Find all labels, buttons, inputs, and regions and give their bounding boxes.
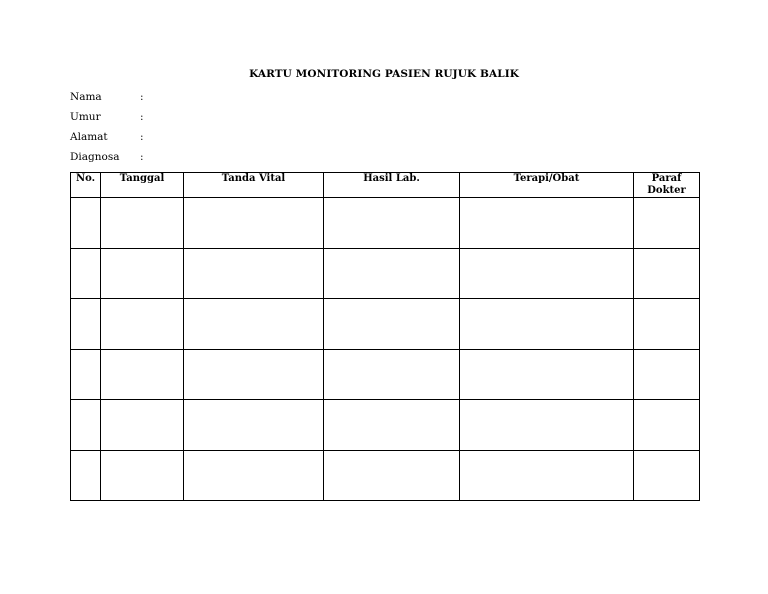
table-cell: [460, 198, 634, 249]
table-cell: [101, 248, 184, 299]
table-cell: [634, 400, 700, 451]
field-label: Umur: [70, 111, 101, 123]
table-cell: [184, 299, 324, 350]
field-separator: :: [140, 111, 144, 123]
table-cell: [71, 400, 101, 451]
table-cell: [101, 450, 184, 501]
table-cell: [71, 198, 101, 249]
table-cell: [324, 349, 460, 400]
table-body: [71, 198, 700, 501]
table-cell: [71, 248, 101, 299]
table-row: [71, 248, 700, 299]
table-row: [71, 198, 700, 249]
table-cell: [324, 248, 460, 299]
field-separator: :: [140, 91, 144, 103]
table-cell: [460, 248, 634, 299]
table-cell: [324, 299, 460, 350]
table-cell: [101, 198, 184, 249]
table-row: [71, 299, 700, 350]
column-header-paraf-dokter: Paraf Dokter: [634, 173, 700, 198]
column-header-no: No.: [71, 173, 101, 198]
document-title: KARTU MONITORING PASIEN RUJUK BALIK: [249, 68, 519, 80]
field-separator: :: [140, 151, 144, 163]
column-header-tanggal: Tanggal: [101, 173, 184, 198]
table-cell: [71, 349, 101, 400]
field-label: Alamat: [70, 131, 108, 143]
field-nama: [70, 90, 144, 104]
table-cell: [460, 450, 634, 501]
field-alamat: [70, 130, 144, 144]
table-cell: [634, 248, 700, 299]
table-cell: [634, 450, 700, 501]
table-cell: [634, 349, 700, 400]
field-umur: [70, 110, 144, 124]
field-separator: :: [140, 131, 144, 143]
table-row: [71, 400, 700, 451]
column-header-hasil-lab: Hasil Lab.: [324, 173, 460, 198]
table-cell: [184, 349, 324, 400]
column-header-tanda-vital: Tanda Vital: [184, 173, 324, 198]
table-cell: [71, 450, 101, 501]
table-cell: [101, 349, 184, 400]
table-cell: [460, 400, 634, 451]
table-cell: [460, 299, 634, 350]
table-header-row: [71, 173, 700, 198]
field-diagnosa: [70, 150, 144, 164]
table-cell: [324, 400, 460, 451]
table-cell: [101, 299, 184, 350]
table-row: [71, 450, 700, 501]
table-cell: [324, 450, 460, 501]
table-cell: [101, 400, 184, 451]
table-cell: [184, 400, 324, 451]
table-cell: [634, 299, 700, 350]
table-cell: [184, 450, 324, 501]
field-label: Nama: [70, 91, 102, 103]
column-header-terapi-obat: Terapi/Obat: [460, 173, 634, 198]
table-row: [71, 349, 700, 400]
table-cell: [460, 349, 634, 400]
table-cell: [71, 299, 101, 350]
table-cell: [184, 198, 324, 249]
field-label: Diagnosa: [70, 151, 120, 163]
table-cell: [634, 198, 700, 249]
table-cell: [184, 248, 324, 299]
table-cell: [324, 198, 460, 249]
monitoring-table: [70, 172, 700, 501]
